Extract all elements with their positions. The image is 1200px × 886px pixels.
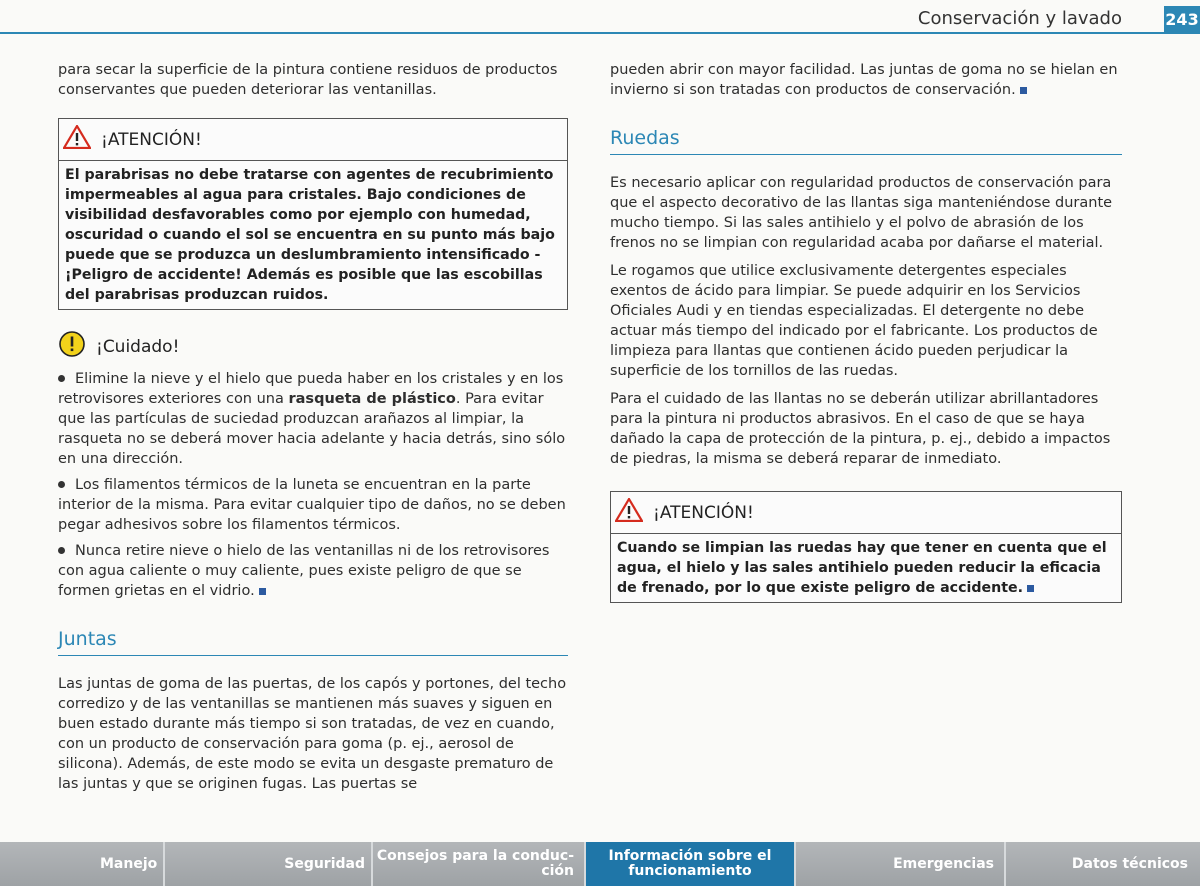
caution-header	[58, 330, 568, 363]
caution-bullet: Elimine la nieve y el hielo que pueda haber en los cristales y en los retrovisores exteriores con una rasqueta de plástico. Para evitar que las partículas de suciedad produzcan arañazos al limpiar, la rasqueta no se deberá mover hacia adelante y hacia detrás, sino sólo en una dirección.	[58, 371, 566, 467]
chapter-navigation	[0, 842, 1200, 886]
section-heading-juntas: Juntas	[58, 629, 568, 656]
bullet-icon	[58, 547, 65, 554]
right-column	[610, 60, 1122, 619]
juntas-paragraph: Las juntas de goma de las puertas, de los capós y portones, del techo corredizo y de las ventanillas se mantienen más suaves y siguen en buen estado durante más tiempo si son tratadas, de vez en cuando, con un producto de conservación para goma (p. ej., aerosol de silicona). Además, de este modo se evita un desgaste prematuro de las juntas y que se originen fugas. Las puertas se	[58, 676, 567, 792]
warning-triangle-icon	[615, 498, 643, 527]
warning-triangle-icon	[63, 125, 91, 154]
warning-box-windshield	[58, 118, 568, 310]
end-of-section-icon	[1020, 87, 1027, 94]
ruedas-paragraph: Para el cuidado de las llantas no se deberán utilizar abrillantadores para la pintura ni productos abrasivos. En el caso de que se haya dañado la capa de protección de la pintura, p. ej., debido a impactos de piedras, la misma se deberá reparar de inmediato.	[610, 391, 1111, 467]
warning-header	[611, 492, 1121, 534]
continuation-paragraph: pueden abrir con mayor facilidad. Las juntas de goma no se hielan en invierno si son tratadas con productos de conservación.	[610, 62, 1118, 98]
tab-datos-tecnicos[interactable]: Datos técnicos	[1006, 842, 1200, 886]
ruedas-paragraph: Le rogamos que utilice exclusivamente detergentes especiales exentos de ácido para limpiar. Se puede adquirir en los Servicios Oficiales Audi y en tiendas especializadas. El detergente no debe actuar más tiempo del indicado por el fabricante. Los productos de limpieza para llantas que contienen ácido pueden perjudicar la superficie de los tornillos de las ruedas.	[610, 263, 1098, 379]
warning-text: El parabrisas no debe tratarse con agentes de recubrimiento impermeables al agua para cristales. Bajo condiciones de visibilidad desfavorables como por ejemplo con humedad, oscuridad o cuando el sol se encuentra en su punto más bajo puede que se produzca un deslumbramiento intensificado - ¡Peligro de accidente! Además es posible que las escobillas del parabrisas produzcan ruidos.	[65, 167, 555, 303]
caution-icon	[58, 330, 86, 363]
page-number: 243	[1164, 6, 1200, 34]
chapter-title: Conservación y lavado	[917, 8, 1122, 29]
header-rule	[0, 32, 1164, 34]
section-heading-ruedas: Ruedas	[610, 128, 1122, 155]
ruedas-paragraph: Es necesario aplicar con regularidad productos de conservación para que el aspecto decorativo de las llantas siga manteniéndose durante mucho tiempo. Si las sales antihielo y el polvo de abrasión de los frenos no se limpian con regularidad acaba por dañarse el material.	[610, 175, 1113, 251]
end-of-section-icon	[1027, 585, 1034, 592]
left-column	[58, 60, 568, 802]
tab-manejo[interactable]: Manejo	[0, 842, 165, 886]
caution-bullet: Los filamentos térmicos de la luneta se encuentran en la parte interior de la misma. Para evitar cualquier tipo de daños, no se deben pegar adhesivos sobre los filamentos térmicos.	[58, 477, 566, 533]
tab-consejos-conduccion[interactable]: Consejos para la conduc- ción	[373, 842, 586, 886]
end-of-section-icon	[259, 588, 266, 595]
tab-seguridad[interactable]: Seguridad	[165, 842, 373, 886]
warning-box-wheels	[610, 491, 1122, 603]
warning-title: ¡ATENCIÓN!	[653, 502, 754, 523]
warning-header	[59, 119, 567, 161]
caution-title: ¡Cuidado!	[96, 336, 180, 357]
bullet-icon	[58, 375, 65, 382]
warning-text: Cuando se limpian las ruedas hay que tener en cuenta que el agua, el hielo y las sales antihielo pueden reducir la eficacia de frenado, por lo que existe peligro de accidente.	[617, 540, 1107, 596]
bullet-icon	[58, 481, 65, 488]
tab-informacion-funcionamiento[interactable]: Información sobre el funcionamiento	[586, 842, 796, 886]
warning-title: ¡ATENCIÓN!	[101, 129, 202, 150]
caution-bullet: Nunca retire nieve o hielo de las ventanillas ni de los retrovisores con agua caliente o muy caliente, pues existe peligro de que se formen grietas en el vidrio.	[58, 543, 550, 599]
tab-emergencias[interactable]: Emergencias	[796, 842, 1006, 886]
intro-paragraph: para secar la superficie de la pintura contiene residuos de productos conservantes que pueden deteriorar las ventanillas.	[58, 62, 558, 98]
